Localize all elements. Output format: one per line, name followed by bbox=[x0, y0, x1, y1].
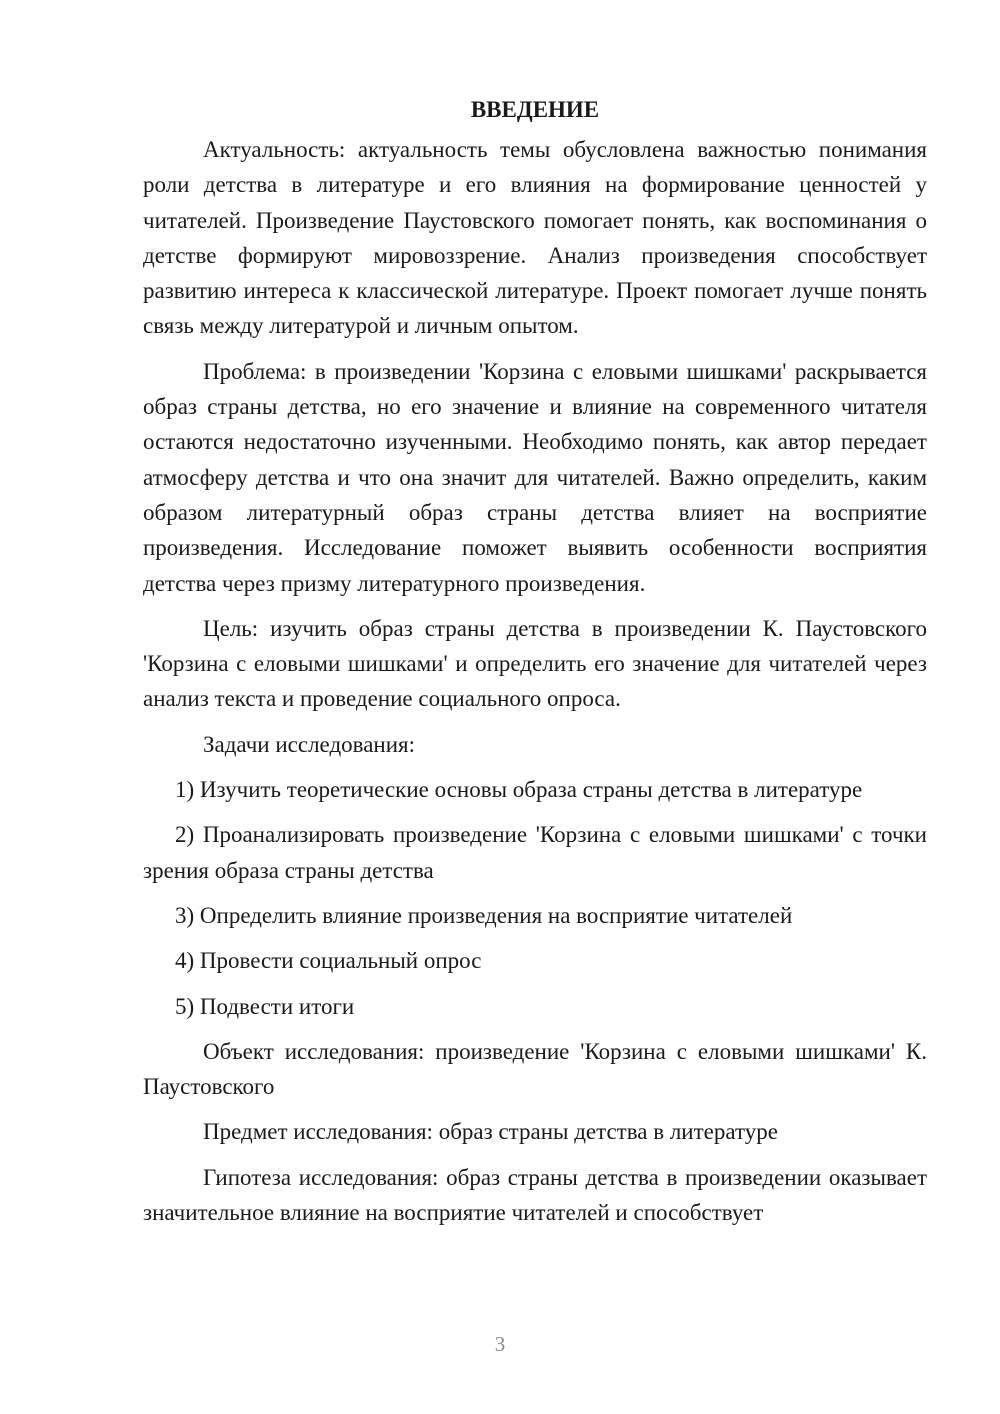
object-paragraph: Объект исследования: произведение 'Корзина с еловыми шишками' К. Паустовского bbox=[143, 1038, 927, 1100]
document-page bbox=[143, 92, 927, 1240]
task-item-2: 2) Проанализировать произведение 'Корзина с еловыми шишками' с точки зрения образа страны детства bbox=[143, 822, 927, 883]
hypothesis-paragraph: Гипотеза исследования: образ страны детства в произведении оказывает значительное влияние на восприятие читателей и способствует bbox=[143, 1164, 927, 1226]
problem-paragraph: Проблема: в произведении 'Корзина с еловыми шишками' раскрывается образ страны детства, но его значение и влияние на современного читателя остаются недостаточно изученными. Необходимо понять, как автор передает атмосферу детства и что она значит для читателей. Важно определить, каким образом литературный образ страны детства влияет на восприятие произведения. Исследование поможет выявить особенности восприятия детства через призму литературного произведения. bbox=[143, 358, 927, 596]
tasks-heading: Задачи исследования: bbox=[203, 731, 416, 757]
task-item-5: 5) Подвести итоги bbox=[175, 993, 355, 1019]
subject-paragraph: Предмет исследования: образ страны детства в литературе bbox=[203, 1119, 778, 1145]
relevance-paragraph: Актуальность: актуальность темы обусловлена важностью понимания роли детства в литературе и его влияния на формирование ценностей у читателей. Произведение Паустовского помогает понять, как воспоминания о детстве формируют мировоззрение. Анализ произведения способствует развитию интереса к классической литературе. Проект помогает лучше понять связь между литературой и личным опытом. bbox=[143, 137, 927, 339]
task-item-3: 3) Определить влияние произведения на восприятие читателей bbox=[175, 902, 793, 928]
task-item-1: 1) Изучить теоретические основы образа страны детства в литературе bbox=[175, 777, 863, 803]
goal-paragraph: Цель: изучить образ страны детства в произведении К. Паустовского 'Корзина с еловыми шишками' и определить его значение для читателей через анализ текста и проведение социального опроса. bbox=[143, 615, 927, 712]
task-item-4: 4) Провести социальный опрос bbox=[175, 948, 482, 974]
section-heading: ВВЕДЕНИЕ bbox=[470, 97, 600, 122]
page-number: 3 bbox=[494, 1332, 506, 1356]
